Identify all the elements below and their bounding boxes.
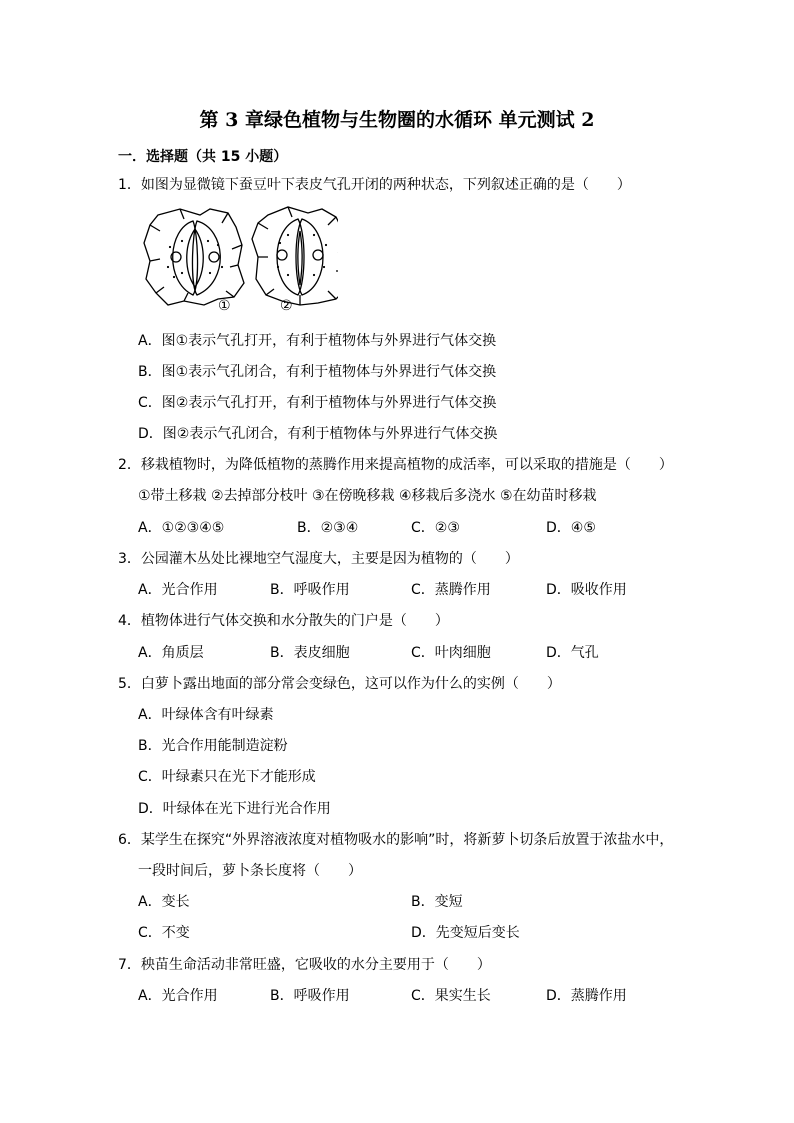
question-1-stem: 1．如图为显微镜下蚕豆叶下表皮气孔开闭的两种状态，下列叙述正确的是（ ） (118, 177, 631, 193)
question-7-option-c: C．果实生长 (411, 988, 491, 1004)
question-3-stem: 3．公园灌木丛处比裸地空气湿度大，主要是因为植物的（ ） (118, 551, 519, 567)
question-2-stem: 2．移栽植物时，为降低植物的蒸腾作用来提高植物的成活率，可以采取的措施是（ ） (118, 457, 673, 473)
question-5-option-a: A．叶绿体含有叶绿素 (138, 707, 274, 723)
question-2-option-c: C．②③ (411, 520, 460, 536)
question-4-option-a: A．角质层 (138, 645, 204, 661)
question-4-option-c: C．叶肉细胞 (411, 645, 491, 661)
question-3-option-c: C．蒸腾作用 (411, 582, 491, 598)
section-heading: 一．选择题（共 15 小题） (118, 149, 288, 165)
question-1-option-b: B．图①表示气孔闭合，有利于植物体与外界进行气体交换 (138, 364, 497, 380)
question-2-option-a: A．①②③④⑤ (138, 520, 225, 536)
question-6-stem-line-2: 一段时间后，萝卜条长度将（ ） (138, 863, 362, 879)
page-title: 第 3 章绿色植物与生物圈的水循环 单元测试 2 (199, 109, 595, 131)
question-5-stem: 5．白萝卜露出地面的部分常会变绿色，这可以作为什么的实例（ ） (118, 676, 561, 692)
question-1-option-d: D．图②表示气孔闭合，有利于植物体与外界进行气体交换 (138, 426, 498, 442)
question-5-option-b: B．光合作用能制造淀粉 (138, 738, 288, 754)
figure-label-1: ① (218, 298, 231, 314)
question-5-option-c: C．叶绿素只在光下才能形成 (138, 769, 316, 785)
stoma-open-drawing (144, 209, 244, 305)
question-6-option-c: C．不变 (138, 925, 190, 941)
question-7-option-d: D．蒸腾作用 (546, 988, 627, 1004)
question-4-option-d: D．气孔 (546, 645, 599, 661)
question-7-option-b: B．呼吸作用 (270, 988, 350, 1004)
question-2-option-b: B．②③④ (297, 520, 359, 536)
stomata-figure (138, 205, 338, 320)
question-6-option-d: D．先变短后变长 (411, 925, 520, 941)
stomata-illustration (138, 205, 338, 320)
question-3-option-b: B．呼吸作用 (270, 582, 350, 598)
question-1-option-a: A．图①表示气孔打开，有利于植物体与外界进行气体交换 (138, 333, 497, 349)
stoma-closed-drawing (252, 207, 338, 305)
question-3-option-a: A．光合作用 (138, 582, 218, 598)
question-2-measures: ①带土移栽 ②去掉部分枝叶 ③在傍晚移栽 ④移栽后多浇水 ⑤在幼苗时移栽 (138, 488, 597, 504)
question-6-option-a: A．变长 (138, 894, 190, 910)
question-6-stem-line-1: 6．某学生在探究“外界溶液浓度对植物吸水的影响”时，将新萝卜切条后放置于浓盐水中， (118, 832, 674, 848)
question-7-stem: 7．秧苗生命活动非常旺盛，它吸收的水分主要用于（ ） (118, 957, 491, 973)
question-1-option-c: C．图②表示气孔打开，有利于植物体与外界进行气体交换 (138, 395, 497, 411)
question-4-option-b: B．表皮细胞 (270, 645, 350, 661)
question-5-option-d: D．叶绿体在光下进行光合作用 (138, 801, 331, 817)
question-7-option-a: A．光合作用 (138, 988, 218, 1004)
question-6-option-b: B．变短 (411, 894, 463, 910)
question-4-stem: 4．植物体进行气体交换和水分散失的门户是（ ） (118, 613, 449, 629)
question-3-option-d: D．吸收作用 (546, 582, 627, 598)
question-2-option-d: D．④⑤ (546, 520, 596, 536)
figure-label-2: ② (280, 298, 293, 314)
